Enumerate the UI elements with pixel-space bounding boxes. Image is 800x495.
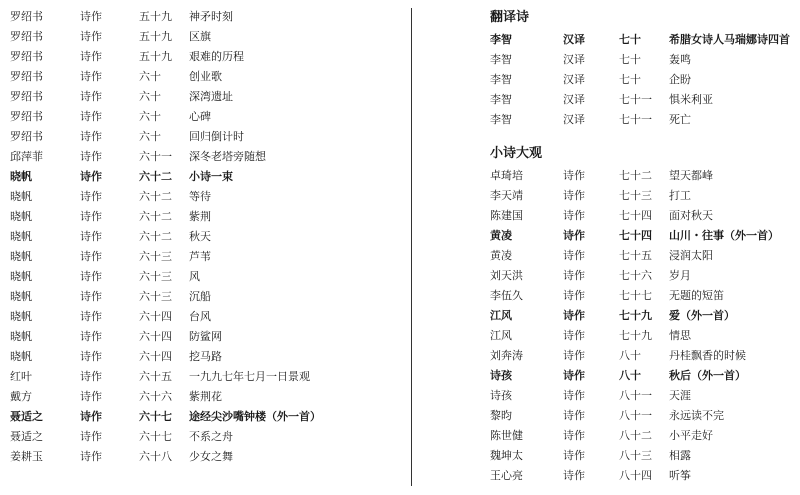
entry-title: 岁月: [669, 269, 691, 282]
entry-type: 诗作: [80, 110, 102, 123]
entry-author: 诗孩: [490, 369, 512, 382]
entry-title: 深冬老塔旁随想: [189, 150, 266, 163]
entry-author: 王心亮: [490, 469, 523, 482]
column-divider: [411, 8, 412, 486]
entry-issue: 七十九: [619, 309, 652, 322]
entry-title: 深湾遗址: [189, 90, 233, 103]
list-row: [10, 247, 405, 267]
entry-type: 诗作: [80, 430, 102, 443]
entry-type: 诗作: [563, 209, 585, 222]
entry-issue: 六十: [139, 110, 161, 123]
entry-type: 诗作: [80, 210, 102, 223]
entry-title: 山川・往事（外一首）: [669, 229, 779, 242]
entry-author: 刘天洪: [490, 269, 523, 282]
entry-author: 罗绍书: [10, 110, 43, 123]
list-row: [10, 447, 405, 467]
entry-type: 诗作: [80, 310, 102, 323]
entry-type: 汉译: [563, 53, 585, 66]
entry-issue: 七十九: [619, 329, 652, 342]
entry-issue: 六十二: [139, 170, 172, 183]
entry-title: 打工: [669, 189, 691, 202]
entry-title: 秋后（外一首）: [669, 369, 746, 382]
entry-author: 陈建国: [490, 209, 523, 222]
entry-title: 轰鸣: [669, 53, 691, 66]
entry-type: 诗作: [80, 150, 102, 163]
list-row: [490, 206, 795, 226]
entry-issue: 六十一: [139, 150, 172, 163]
entry-type: 诗作: [80, 130, 102, 143]
entry-type: 诗作: [80, 170, 102, 183]
entry-type: 诗作: [563, 289, 585, 302]
entry-author: 罗绍书: [10, 30, 43, 43]
entry-type: 诗作: [563, 169, 585, 182]
entry-title: 防鲨网: [189, 330, 222, 343]
entry-type: 诗作: [80, 250, 102, 263]
entry-issue: 七十一: [619, 93, 652, 106]
entry-issue: 八十一: [619, 389, 652, 402]
entry-author: 罗绍书: [10, 10, 43, 23]
list-row: [490, 186, 795, 206]
entry-issue: 七十四: [619, 209, 652, 222]
entry-issue: 六十四: [139, 330, 172, 343]
entry-author: 罗绍书: [10, 130, 43, 143]
entry-title: 途经尖沙嘴钟楼（外一首）: [189, 410, 321, 423]
entry-author: 罗绍书: [10, 70, 43, 83]
entry-title: 相露: [669, 449, 691, 462]
list-row: [10, 47, 405, 67]
entry-issue: 七十七: [619, 289, 652, 302]
list-row: [10, 367, 405, 387]
entry-type: 诗作: [563, 189, 585, 202]
entry-title: 丹桂飘香的时候: [669, 349, 746, 362]
entry-author: 戴方: [10, 390, 32, 403]
list-row: [10, 7, 405, 27]
left-column: [10, 0, 405, 467]
entry-type: 诗作: [80, 410, 102, 423]
entry-author: 李智: [490, 113, 512, 126]
entry-author: 陈世健: [490, 429, 523, 442]
entry-type: 汉译: [563, 113, 585, 126]
entry-type: 诗作: [563, 429, 585, 442]
entry-type: 诗作: [80, 270, 102, 283]
entry-type: 诗作: [80, 10, 102, 23]
list-row: [490, 366, 795, 386]
entry-issue: 六十三: [139, 290, 172, 303]
section-gap: [490, 130, 795, 142]
right-column: [490, 0, 795, 486]
entry-type: 诗作: [563, 369, 585, 382]
entry-title: 情思: [669, 329, 691, 342]
list-row: [10, 127, 405, 147]
entry-type: 诗作: [80, 370, 102, 383]
entry-author: 李天靖: [490, 189, 523, 202]
entry-title: 芦苇: [189, 250, 211, 263]
entry-issue: 六十五: [139, 370, 172, 383]
entry-title: 小诗一束: [189, 170, 233, 183]
entry-type: 诗作: [80, 390, 102, 403]
entry-title: 紫荆: [189, 210, 211, 223]
list-row: [10, 347, 405, 367]
entry-issue: 六十二: [139, 190, 172, 203]
entry-issue: 八十二: [619, 429, 652, 442]
list-row: [490, 326, 795, 346]
entry-issue: 八十四: [619, 469, 652, 482]
entry-author: 黄凌: [490, 249, 512, 262]
list-row: [490, 30, 795, 50]
entry-issue: 五十九: [139, 30, 172, 43]
entry-title: 爱（外一首）: [669, 309, 735, 322]
entry-type: 诗作: [563, 469, 585, 482]
entry-issue: 八十: [619, 349, 641, 362]
entry-type: 诗作: [563, 329, 585, 342]
list-row: [10, 187, 405, 207]
entry-author: 红叶: [10, 370, 32, 383]
entry-title: 紫荆花: [189, 390, 222, 403]
entry-author: 晓帆: [10, 350, 32, 363]
entry-author: 江风: [490, 309, 512, 322]
entry-title: 台风: [189, 310, 211, 323]
list-row: [10, 167, 405, 187]
entry-title: 挖马路: [189, 350, 222, 363]
entry-type: 汉译: [563, 93, 585, 106]
entry-type: 汉译: [563, 73, 585, 86]
entry-type: 汉译: [563, 33, 585, 46]
entry-author: 晓帆: [10, 330, 32, 343]
list-row: [490, 70, 795, 90]
entry-author: 罗绍书: [10, 50, 43, 63]
entry-title: 神矛时刻: [189, 10, 233, 23]
entry-issue: 七十一: [619, 113, 652, 126]
entry-type: 诗作: [80, 450, 102, 463]
list-row: [490, 346, 795, 366]
entry-type: 诗作: [563, 229, 585, 242]
list-row: [490, 446, 795, 466]
entry-type: 诗作: [563, 269, 585, 282]
short-poem-list: [490, 166, 795, 486]
entry-issue: 七十六: [619, 269, 652, 282]
entry-issue: 七十: [619, 33, 641, 46]
entry-title: 面对秋天: [669, 209, 713, 222]
list-row: [10, 87, 405, 107]
entry-author: 邱萍菲: [10, 150, 43, 163]
list-row: [490, 286, 795, 306]
entry-type: 诗作: [80, 50, 102, 63]
section-title-translation: 翻译诗: [490, 10, 530, 25]
list-row: [10, 67, 405, 87]
list-row: [490, 90, 795, 110]
entry-issue: 六十七: [139, 430, 172, 443]
list-row: [490, 226, 795, 246]
entry-title: 风: [189, 270, 200, 283]
list-row: [10, 287, 405, 307]
entry-author: 魏坤太: [490, 449, 523, 462]
entry-issue: 七十五: [619, 249, 652, 262]
entry-type: 诗作: [563, 449, 585, 462]
entry-type: 诗作: [563, 389, 585, 402]
entry-author: 李智: [490, 73, 512, 86]
entry-issue: 六十四: [139, 310, 172, 323]
list-row: [490, 406, 795, 426]
entry-author: 黎昀: [490, 409, 512, 422]
list-row: [490, 110, 795, 130]
entry-author: 李伍久: [490, 289, 523, 302]
entry-title: 沉船: [189, 290, 211, 303]
entry-title: 少女之舞: [189, 450, 233, 463]
list-row: [10, 407, 405, 427]
entry-title: 一九九七年七月一日景观: [189, 370, 310, 383]
entry-author: 黄凌: [490, 229, 512, 242]
entry-author: 卓琦培: [490, 169, 523, 182]
list-row: [10, 307, 405, 327]
entry-author: 晓帆: [10, 310, 32, 323]
entry-type: 诗作: [80, 350, 102, 363]
entry-type: 诗作: [563, 409, 585, 422]
entry-title: 惧米利亚: [669, 93, 713, 106]
entry-title: 听筝: [669, 469, 691, 482]
entry-author: 诗孩: [490, 389, 512, 402]
entry-type: 诗作: [563, 309, 585, 322]
entry-issue: 六十六: [139, 390, 172, 403]
entry-author: 罗绍书: [10, 90, 43, 103]
list-row: [10, 227, 405, 247]
entry-issue: 五十九: [139, 50, 172, 63]
entry-author: 聂适之: [10, 410, 43, 423]
list-row: [10, 27, 405, 47]
entry-title: 小平走好: [669, 429, 713, 442]
entry-author: 李智: [490, 93, 512, 106]
list-row: [10, 427, 405, 447]
entry-issue: 六十三: [139, 250, 172, 263]
entry-type: 诗作: [80, 330, 102, 343]
list-row: [10, 147, 405, 167]
entry-author: 晓帆: [10, 270, 32, 283]
entry-issue: 六十: [139, 90, 161, 103]
section-title-short-poems: 小诗大观: [490, 146, 543, 161]
entry-issue: 七十: [619, 53, 641, 66]
list-row: [490, 466, 795, 486]
entry-author: 晓帆: [10, 250, 32, 263]
entry-title: 死亡: [669, 113, 691, 126]
entry-title: 心碑: [189, 110, 211, 123]
list-row: [10, 327, 405, 347]
entry-title: 回归倒计时: [189, 130, 244, 143]
left-poem-list: [10, 7, 405, 467]
entry-issue: 八十: [619, 369, 641, 382]
list-row: [490, 166, 795, 186]
entry-author: 晓帆: [10, 290, 32, 303]
entry-issue: 六十: [139, 70, 161, 83]
entry-issue: 七十二: [619, 169, 652, 182]
entry-issue: 七十: [619, 73, 641, 86]
entry-author: 李智: [490, 33, 512, 46]
entry-type: 诗作: [563, 249, 585, 262]
list-row: [490, 306, 795, 326]
entry-title: 希腊女诗人马瑞娜诗四首: [669, 33, 790, 46]
entry-title: 区旗: [189, 30, 211, 43]
entry-issue: 六十七: [139, 410, 172, 423]
list-row: [490, 50, 795, 70]
entry-type: 诗作: [80, 190, 102, 203]
entry-title: 无题的短笛: [669, 289, 724, 302]
entry-author: 晓帆: [10, 170, 32, 183]
entry-issue: 五十九: [139, 10, 172, 23]
entry-issue: 八十一: [619, 409, 652, 422]
entry-title: 企盼: [669, 73, 691, 86]
list-row: [490, 386, 795, 406]
entry-title: 永远读不完: [669, 409, 724, 422]
entry-title: 艰难的历程: [189, 50, 244, 63]
entry-title: 秋天: [189, 230, 211, 243]
entry-type: 诗作: [80, 290, 102, 303]
entry-issue: 六十四: [139, 350, 172, 363]
entry-type: 诗作: [80, 30, 102, 43]
entry-type: 诗作: [563, 349, 585, 362]
entry-title: 望天都峰: [669, 169, 713, 182]
entry-type: 诗作: [80, 90, 102, 103]
entry-title: 不系之舟: [189, 430, 233, 443]
entry-issue: 六十八: [139, 450, 172, 463]
entry-issue: 六十二: [139, 210, 172, 223]
entry-issue: 六十二: [139, 230, 172, 243]
entry-title: 创业歌: [189, 70, 222, 83]
list-row: [10, 387, 405, 407]
entry-title: 天涯: [669, 389, 691, 402]
entry-type: 诗作: [80, 230, 102, 243]
list-row: [490, 246, 795, 266]
list-row: [490, 426, 795, 446]
list-row: [490, 266, 795, 286]
entry-author: 晓帆: [10, 210, 32, 223]
entry-author: 晓帆: [10, 230, 32, 243]
translation-poem-list: [490, 30, 795, 130]
entry-author: 刘奔涛: [490, 349, 523, 362]
entry-issue: 六十: [139, 130, 161, 143]
list-row: [10, 207, 405, 227]
entry-issue: 六十三: [139, 270, 172, 283]
entry-author: 聂适之: [10, 430, 43, 443]
entry-title: 等待: [189, 190, 211, 203]
entry-author: 李智: [490, 53, 512, 66]
entry-author: 姜耕玉: [10, 450, 43, 463]
entry-issue: 八十三: [619, 449, 652, 462]
list-row: [10, 107, 405, 127]
entry-author: 晓帆: [10, 190, 32, 203]
entry-issue: 七十四: [619, 229, 652, 242]
entry-type: 诗作: [80, 70, 102, 83]
entry-title: 浸润太阳: [669, 249, 713, 262]
list-row: [10, 267, 405, 287]
entry-issue: 七十三: [619, 189, 652, 202]
entry-author: 江风: [490, 329, 512, 342]
